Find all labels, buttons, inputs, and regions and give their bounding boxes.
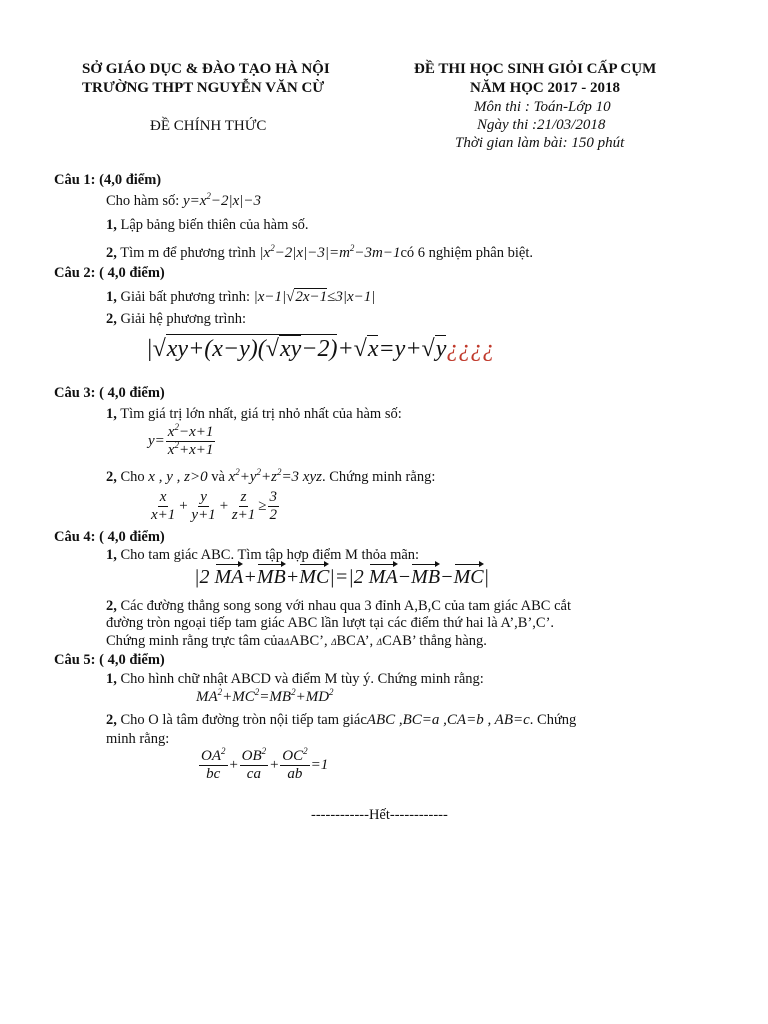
q3-part1-text: Tìm giá trị lớn nhất, giá trị nhỏ nhất của hàm số: xyxy=(116,406,402,422)
q5-part2-line2: minh rằng: xyxy=(106,731,170,747)
q3-part2-text-a: Cho xyxy=(116,469,149,485)
q2-part2-text: Giải hệ phương trình: xyxy=(116,311,246,327)
q2-system-equation: |√xy+(x−y)(√xy−2)+√x=y+√y¿¿¿¿ xyxy=(146,336,495,362)
q4-part2-text-3a: Chứng minh rằng trực tâm của xyxy=(106,633,284,649)
q1-part2-text-b: có 6 nghiệm phân biệt. xyxy=(400,245,533,261)
q5-triangle-def: ABC ,BC=a ,CA=b , AB=c xyxy=(366,712,530,728)
q4-part2-number: 2, xyxy=(106,598,117,614)
q5-part1-number: 1, xyxy=(106,671,117,687)
q3-title: Câu 3: ( 4,0 điểm) xyxy=(54,385,165,401)
q4-part2-text-1: Các đường thẳng song song với nhau qua 3 đỉnh A,B,C của tam giác ABC cắt xyxy=(116,598,571,614)
q3-part2-number: 2, xyxy=(106,469,117,485)
q1-part2 xyxy=(106,245,533,262)
q3-constraint: $x^2+y^2+z^2=3$ xyz xyxy=(228,467,322,485)
q4-part2-text-3b: ABC’, xyxy=(289,633,332,649)
q1-intro-text: Cho hàm số: xyxy=(106,193,183,209)
q5-part2-text-a: Cho O là tâm đường tròn nội tiếp tam giác xyxy=(116,712,367,728)
q3-inequality: $\frac{x}{x+1}$ + $\frac{y}{y+1}$ + $\frac{z}{z+1}$ ≥ $\frac{3}{2}$ xyxy=(151,489,278,523)
end-marker: ------------Hết------------ xyxy=(311,807,448,823)
q1-intro xyxy=(106,193,261,210)
q2-part1-number: 1, xyxy=(106,289,117,305)
exam-title: ĐỀ THI HỌC SINH GIỎI CẤP CỤM xyxy=(414,61,657,77)
q1-part1 xyxy=(106,217,309,234)
q3-part2-text-b: và xyxy=(207,469,229,485)
department: SỞ GIÁO DỤC & ĐÀO TẠO HÀ NỘI xyxy=(82,61,330,77)
q2-part2 xyxy=(106,311,246,328)
q2-part2-number: 2, xyxy=(106,311,117,327)
q1-part2-number: 2, xyxy=(106,245,117,261)
triangle-symbol: Δ xyxy=(376,637,383,647)
school-year: NĂM HỌC 2017 - 2018 xyxy=(470,80,620,96)
q4-vector-equation: |2 MA+MB+MC|=|2 MA−MB−MC| xyxy=(194,566,490,588)
q1-part2-text-a: Tìm m để phương trình xyxy=(116,245,260,261)
q3-part2 xyxy=(106,469,435,486)
q4-part1 xyxy=(106,547,419,564)
q4-part2-line3 xyxy=(106,633,487,650)
q4-title: Câu 4: ( 4,0 điểm) xyxy=(54,529,165,545)
duration: Thời gian làm bài: 150 phút xyxy=(455,135,625,151)
q4-part2-text-3c: BCA’, xyxy=(336,633,377,649)
q5-part1-text: Cho hình chữ nhật ABCD và điểm M tùy ý. Chứng minh rằng: xyxy=(116,671,484,687)
q3-part2-text-c: . Chứng minh rằng: xyxy=(321,469,436,485)
q1-function: $y=x^2-2|x|-3$ xyxy=(182,191,262,209)
q5-identity: $MA^2+MC^2=MB^2+MD^2$ xyxy=(196,687,334,705)
q2-garbled-glyphs: ¿¿¿¿ xyxy=(446,336,495,362)
school-name: TRƯỜNG THPT NGUYỄN VĂN CỪ xyxy=(82,80,325,96)
q4-part2-line1 xyxy=(106,598,571,615)
official-label: ĐỀ CHÍNH THỨC xyxy=(150,118,267,134)
q2-part1 xyxy=(106,288,375,306)
exam-date: Ngày thi :21/03/2018 xyxy=(477,117,606,133)
q2-title: Câu 2: ( 4,0 điểm) xyxy=(54,265,165,281)
q1-equation: $|x^2-2|x|-3|=m^2-3m-1$ xyxy=(259,243,401,261)
q4-part2-text-3d: CAB’ thẳng hàng. xyxy=(382,633,487,649)
q3-function: y= $\frac{x^2-x+1}{x^2+x+1}$ xyxy=(148,422,214,458)
triangle-symbol: Δ xyxy=(284,637,290,647)
q5-title: Câu 5: ( 4,0 điểm) xyxy=(54,652,165,668)
q3-part1-number: 1, xyxy=(106,406,117,422)
q4-part1-number: 1, xyxy=(106,547,117,563)
q5-part2-text-b: . Chứng xyxy=(529,712,577,728)
q3-condition: x , y , z>0 xyxy=(148,469,208,485)
q1-part1-number: 1, xyxy=(106,217,117,233)
q5-identity-2: $\frac{OA^2}{bc}$ + $\frac{OB^2}{ca}$ + $\frac{OC^2}{ab}$ =1 xyxy=(201,746,329,782)
q5-part1 xyxy=(106,671,484,688)
q4-part2-line2: đường tròn ngoại tiếp tam giác ABC lần lượt tại các điểm thứ hai là A’,B’,C’. xyxy=(106,615,555,631)
q3-part1 xyxy=(106,406,402,423)
q1-part1-text: Lập bảng biến thiên của hàm số. xyxy=(116,217,309,233)
q5-part2-line1 xyxy=(106,712,576,729)
q2-part1-text: Giải bất phương trình: xyxy=(116,289,254,305)
q5-part2-number: 2, xyxy=(106,712,117,728)
q2-inequality: |x−1|√2x−1≤3|x−1| xyxy=(253,289,376,305)
q4-part1-text: Cho tam giác ABC. Tìm tập hợp điểm M thỏa mãn: xyxy=(116,547,420,563)
q1-title: Câu 1: (4,0 điểm) xyxy=(54,172,162,188)
triangle-symbol: Δ xyxy=(331,637,337,647)
subject: Môn thi : Toán-Lớp 10 xyxy=(474,99,611,115)
